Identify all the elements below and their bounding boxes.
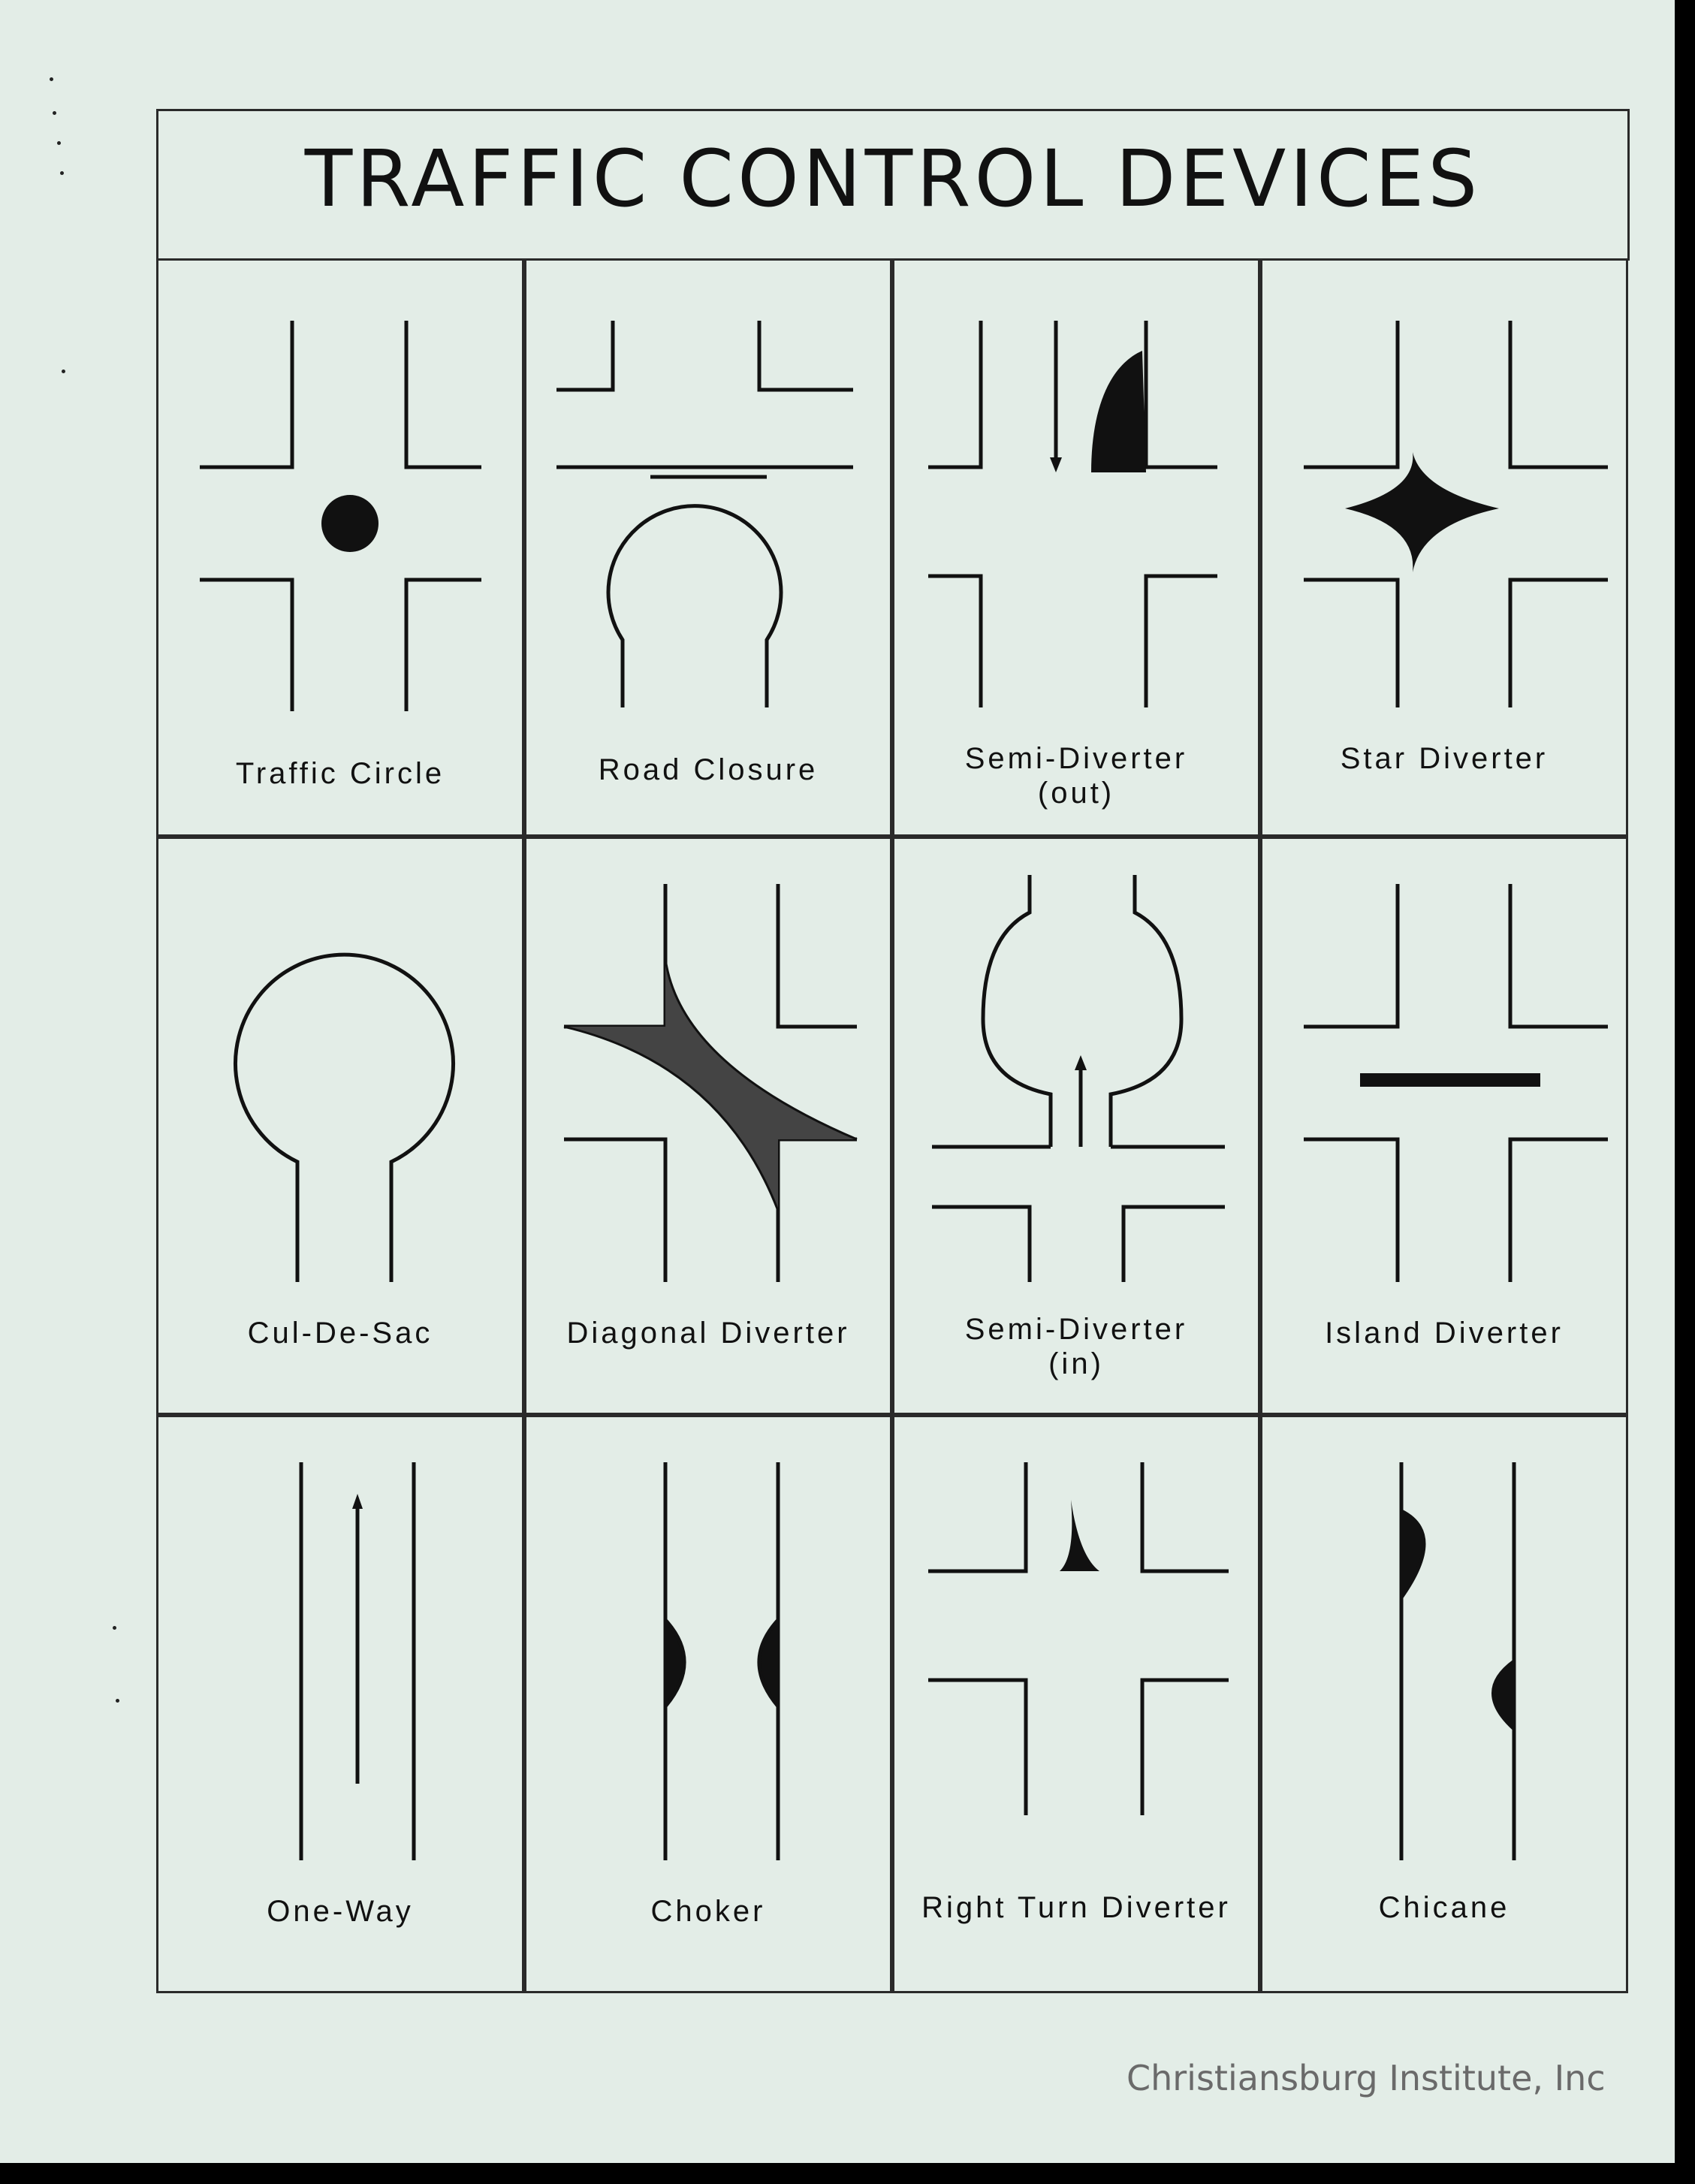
speck — [62, 370, 65, 373]
star-diverter-icon — [1262, 261, 1626, 711]
cul-de-sac-icon — [158, 839, 522, 1290]
page-title: TRAFFIC CONTROL DEVICES — [304, 133, 1482, 225]
device-label: Cul-De-Sac — [247, 1317, 433, 1350]
device-cell-semi-diverter-out — [892, 258, 1260, 837]
speck — [116, 1699, 119, 1703]
speck — [113, 1626, 116, 1630]
device-cell-traffic-circle — [156, 258, 524, 837]
speck — [50, 77, 53, 81]
one-way-icon — [158, 1417, 522, 1868]
device-cell-cul-de-sac — [156, 837, 524, 1415]
device-cell-one-way — [156, 1415, 524, 1993]
device-cell-island-diverter — [1260, 837, 1628, 1415]
island-diverter-icon — [1262, 839, 1626, 1290]
speck — [60, 171, 64, 175]
device-cell-star-diverter — [1260, 258, 1628, 837]
chart-frame — [156, 109, 1632, 1990]
device-label: Chicane — [1378, 1891, 1510, 1924]
device-label: One-Way — [267, 1895, 414, 1928]
speck — [53, 111, 56, 115]
device-label: Traffic Circle — [235, 757, 445, 790]
road-closure-icon — [526, 261, 890, 711]
device-cell-choker — [524, 1415, 892, 1993]
title-box — [156, 109, 1630, 261]
device-label: Island Diverter — [1325, 1317, 1564, 1350]
semi-diverter-out-icon — [894, 261, 1258, 711]
traffic-circle-icon — [158, 261, 522, 711]
device-cell-chicane — [1260, 1415, 1628, 1993]
speck — [57, 141, 61, 145]
chicane-icon — [1262, 1417, 1626, 1868]
device-label: Road Closure — [598, 753, 819, 786]
device-cell-diagonal-diverter — [524, 837, 892, 1415]
device-label: Right Turn Diverter — [921, 1891, 1231, 1924]
right-turn-diverter-icon — [894, 1417, 1258, 1868]
semi-diverter-in-icon — [894, 839, 1258, 1290]
device-label: Diagonal Diverter — [566, 1317, 850, 1350]
device-label: Semi-Diverter (out) — [964, 742, 1188, 810]
diagonal-diverter-icon — [526, 839, 890, 1290]
device-cell-road-closure — [524, 258, 892, 837]
device-grid — [156, 258, 1632, 1990]
device-label: Choker — [650, 1895, 766, 1928]
device-cell-semi-diverter-in — [892, 837, 1260, 1415]
device-label: Star Diverter — [1340, 742, 1549, 775]
choker-icon — [526, 1417, 890, 1868]
device-cell-right-turn-diverter — [892, 1415, 1260, 1993]
device-label: Semi-Diverter (in) — [964, 1313, 1188, 1380]
watermark-credit: Christiansburg Institute, Inc — [1126, 2058, 1606, 2098]
